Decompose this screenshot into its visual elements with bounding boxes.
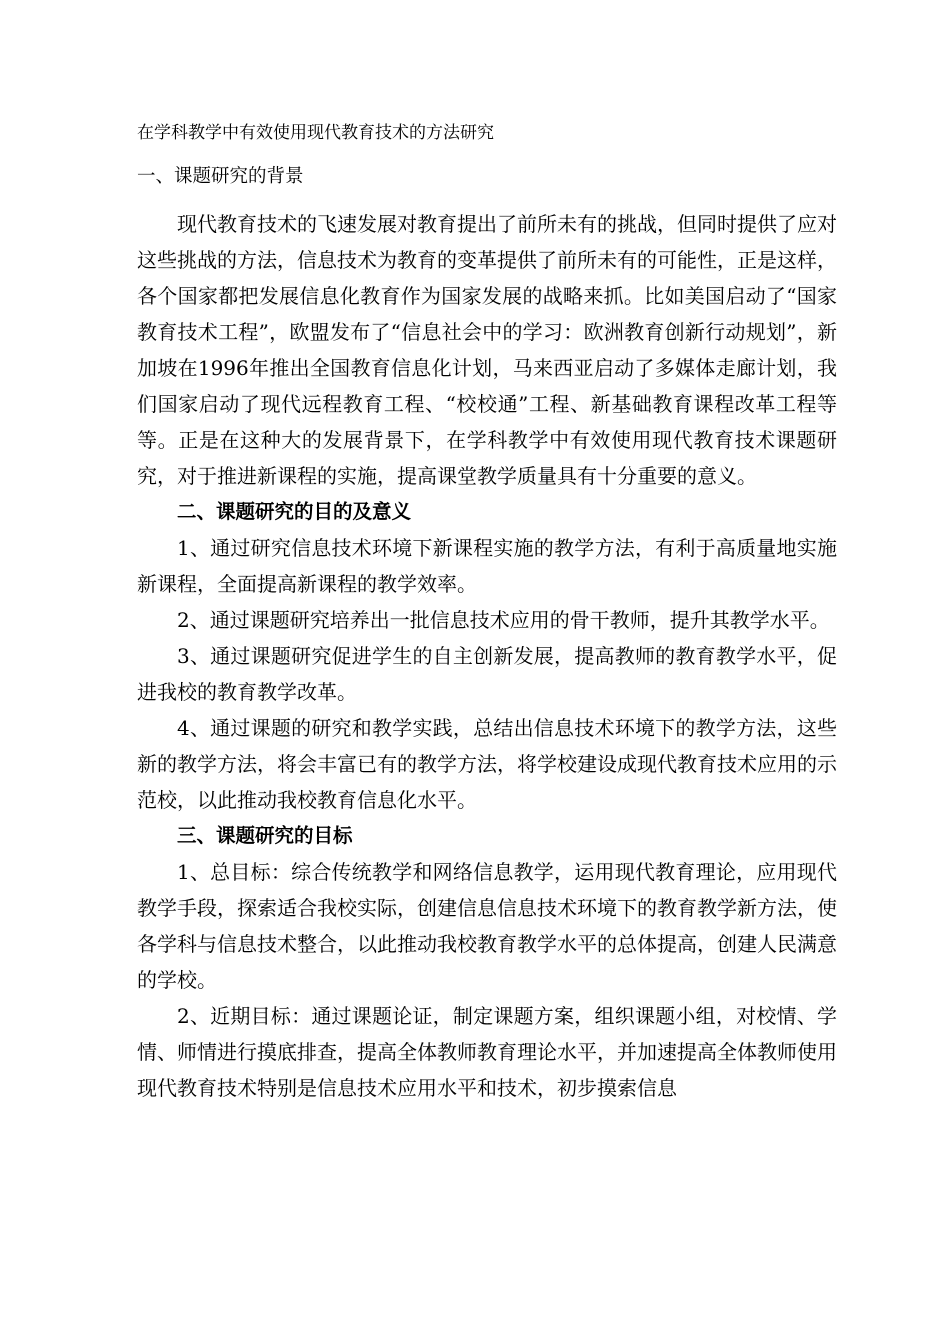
document-page bbox=[137, 118, 837, 1106]
section-heading-purpose: 二、课题研究的目的及意义 bbox=[177, 500, 412, 523]
section-heading-background: 一、课题研究的背景 bbox=[137, 166, 304, 187]
purpose-item-1: 1、通过研究信息技术环境下新课程实施的教学方法，有利于高质量地实施新课程，全面提高新课程的教学效率。 bbox=[137, 536, 837, 596]
background-paragraph: 现代教育技术的飞速发展对教育提出了前所未有的挑战，但同时提供了应对这些挑战的方法，信息技术为教育的变革提供了前所未有的可能性，正是这样，各个国家都把发展信息化教育作为国家发展的战略来抓。比如美国启动了“国家教育技术工程”，欧盟发布了“信息社会中的学习：欧洲教育创新行动规划”，新加坡在1996年推出全国教育信息化计划，马来西亚启动了多媒体走廊计划，我们国家启动了现代远程教育工程、“校校通”工程、新基础教育课程改革工程等等。正是在这种大的发展背景下，在学科教学中有效使用现代教育技术课题研究，对于推进新课程的实施，提高课堂教学质量具有十分重要的意义。 bbox=[137, 212, 837, 488]
goal-item-1: 1、总目标：综合传统教学和网络信息教学，运用现代教育理论，应用现代教学手段，探索适合我校实际，创建信息信息技术环境下的教育教学新方法，使各学科与信息技术整合，以此推动我校教育教学水平的总体提高，创建人民满意的学校。 bbox=[137, 860, 837, 992]
section-heading-goals: 三、课题研究的目标 bbox=[177, 824, 353, 847]
purpose-item-3: 3、通过课题研究促进学生的自主创新发展，提高教师的教育教学水平，促进我校的教育教学改革。 bbox=[137, 644, 837, 704]
goal-item-2: 2、近期目标：通过课题论证，制定课题方案，组织课题小组，对校情、学情、师情进行摸底排查，提高全体教师教育理论水平，并加速提高全体教师使用现代教育技术特别是信息技术应用水平和技术，初步摸索信息 bbox=[137, 1004, 837, 1100]
purpose-item-4: 4、通过课题的研究和教学实践，总结出信息技术环境下的教学方法，这些新的教学方法，将会丰富已有的教学方法，将学校建设成现代教育技术应用的示范校，以此推动我校教育信息化水平。 bbox=[137, 716, 837, 812]
purpose-item-2: 2、通过课题研究培养出一批信息技术应用的骨干教师，提升其教学水平。 bbox=[177, 608, 830, 632]
document-title: 在学科教学中有效使用现代教育技术的方法研究 bbox=[137, 123, 494, 143]
